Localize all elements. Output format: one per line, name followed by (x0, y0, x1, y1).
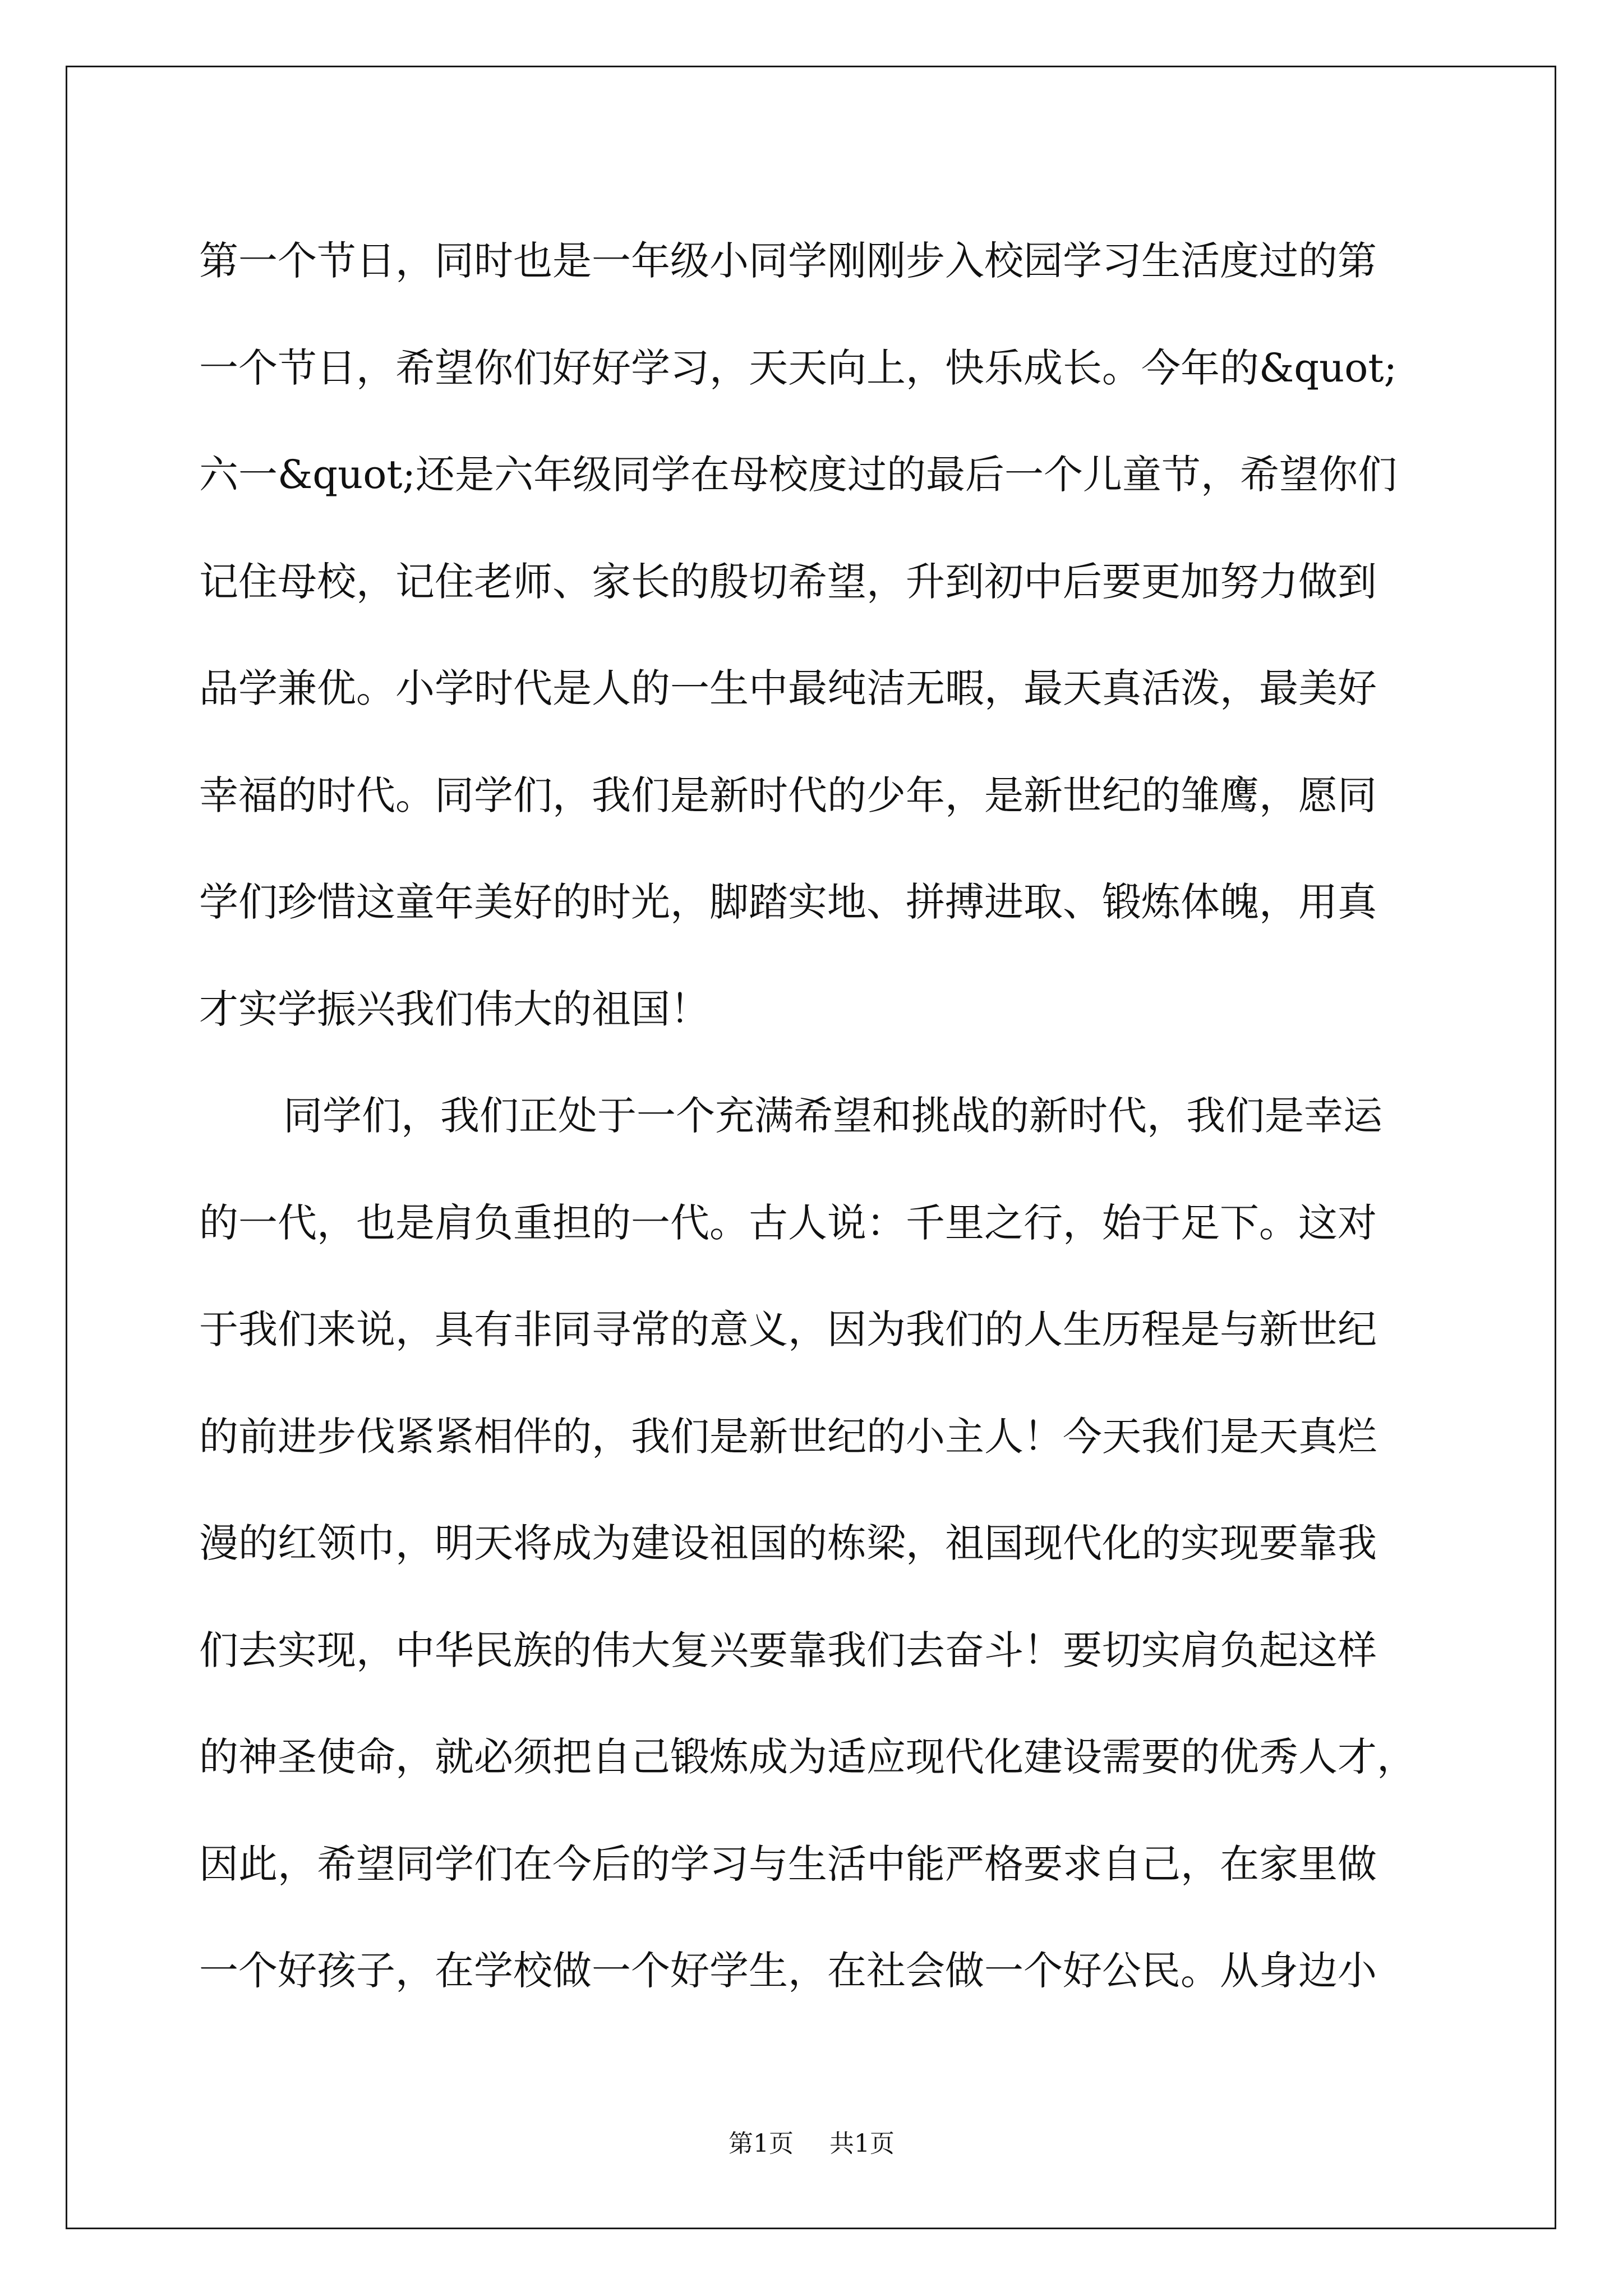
text-line: 于我们来说，具有非同寻常的意义，因为我们的人生历程是与新世纪 (199, 1306, 1377, 1352)
page-total: 共1页 (829, 2129, 895, 2158)
text-line: 学们珍惜这童年美好的时光，脚踏实地、拼搏进取、锻炼体魄，用真 (199, 879, 1377, 925)
text-line: 一个节日，希望你们好好学习，天天向上，快乐成长。今年的&quot; (199, 344, 1398, 391)
text-line: 的一代，也是肩负重担的一代。古人说：千里之行，始于足下。这对 (199, 1199, 1377, 1246)
text-line: 六一&quot;还是六年级同学在母校度过的最后一个儿童节，希望你们 (199, 452, 1398, 498)
text-line: 们去实现，中华民族的伟大复兴要靠我们去奋斗！要切实肩负起这样 (199, 1627, 1377, 1673)
text-line: 品学兼优。小学时代是人的一生中最纯洁无暇，最天真活泼，最美好 (199, 665, 1377, 711)
text-line: 才实学振兴我们伟大的祖国！ (199, 986, 709, 1032)
text-line: 幸福的时代。同学们，我们是新时代的少年，是新世纪的雏鹰，愿同 (199, 772, 1377, 818)
document-body (199, 208, 1433, 2024)
text-line: 漫的红领巾，明天将成为建设祖国的栋梁，祖国现代化的实现要靠我 (199, 1520, 1377, 1566)
text-line: 第一个节日，同时也是一年级小同学刚刚步入校园学习生活度过的第 (199, 238, 1377, 284)
page-number: 第1页 (728, 2129, 794, 2158)
text-line: 因此，希望同学们在今后的学习与生活中能严格要求自己，在家里做 (199, 1841, 1377, 1887)
text-line: 记住母校，记住老师、家长的殷切希望，升到初中后要更加努力做到 (199, 558, 1377, 605)
text-line: 的前进步伐紧紧相伴的，我们是新世纪的小主人！今天我们是天真烂 (199, 1413, 1377, 1460)
page-footer (0, 2127, 1623, 2161)
text-line: 的神圣使命，就必须把自己锻炼成为适应现代化建设需要的优秀人才， (199, 1734, 1416, 1780)
text-line: 一个好孩子，在学校做一个好学生，在社会做一个好公民。从身边小 (199, 1948, 1377, 1994)
paragraph-start-line: 同学们，我们正处于一个充满希望和挑战的新时代，我们是幸运 (283, 1093, 1382, 1139)
